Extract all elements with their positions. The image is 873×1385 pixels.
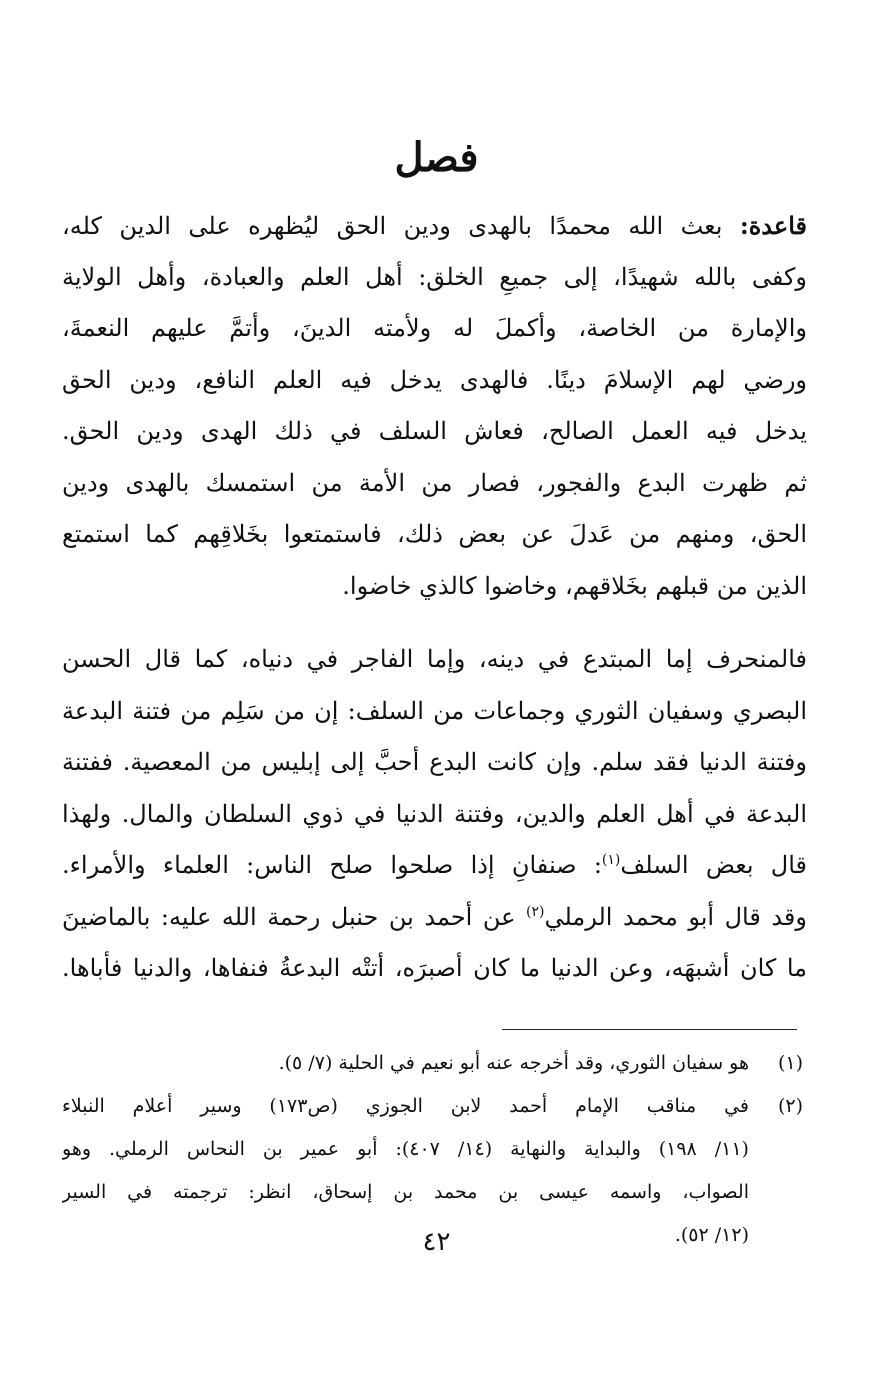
paragraph-2	[62, 634, 807, 995]
section-heading: فصل	[394, 134, 479, 181]
paragraph-line: البصري وسفيان الثوري وجماعات من السلف: إن من سَلِم من فتنة البدعة	[62, 696, 807, 725]
footnote-1	[62, 1042, 807, 1085]
paragraph-line: قاعدة: بعث الله محمدًا بالهدى ودين الحق ليُظهره على الدين كله،	[62, 211, 807, 240]
footnote-line: (١٢/ ٥٢).	[674, 1224, 749, 1246]
paragraph-line: فالمنحرف إما المبتدع في دينه، وإما الفاجر في دنياه، كما قال الحسن	[62, 645, 807, 673]
paragraph-line: البدعة في أهل العلم والدين، وفتنة الدنيا في ذوي السلطان والمال. ولهذا	[62, 799, 807, 828]
footnote-separator	[502, 1029, 797, 1030]
footnote-number: (٢)	[777, 1095, 803, 1117]
paragraph-line: والإمارة من الخاصة، وأكملَ له ولأمته الدينَ، وأتمَّ عليهم النعمةَ،	[62, 314, 807, 342]
paragraph-line: الذين من قبلهم بخَلاقهم، وخاضوا كالذي خاضوا.	[342, 571, 807, 600]
page-number: ٤٢	[422, 1227, 451, 1257]
footnote-ref-2[interactable]: (٢)	[525, 903, 545, 920]
paragraph-line: قال بعض السلف$^{(١)}$: صنفانِ إذا صلحوا صلح الناس: العلماء والأمراء.	[62, 851, 807, 879]
paragraph-line: ثم ظهرت البدع والفجور، فصار من الأمة من استمسك بالهدى ودين	[62, 468, 807, 497]
footnote-ref-1[interactable]: (١)	[601, 852, 621, 868]
paragraph-line: يدخل فيه العمل الصالح، فعاش السلف في ذلك الهدى ودين الحق.	[62, 417, 807, 445]
footnote-line: (١١/ ١٩٨) والبداية والنهاية (١٤/ ٤٠٧): أبو عمير بن النحاس الرملي. وهو	[62, 1138, 749, 1160]
paragraph-line: وقد قال أبو محمد الرملي$^{(٢)}$ عن أحمد بن حنبل رحمة الله عليه: بالماضينَ	[62, 902, 807, 931]
footnote-line: في مناقب الإمام أحمد لابن الجوزي (ص١٧٣) وسير أعلام النبلاء	[62, 1095, 749, 1117]
footnote-line: هو سفيان الثوري، وقد أخرجه عنه أبو نعيم في الحلية (٧/ ٥).	[278, 1052, 749, 1074]
footnote-number: (١)	[777, 1052, 803, 1074]
paragraph-line: الحق، ومنهم من عَدلَ عن بعض ذلك، فاستمتعوا بخَلاقِهم كما استمتع	[62, 520, 807, 548]
paragraph-1	[62, 200, 807, 612]
paragraph-line: ما كان أشبهَه، وعن الدنيا ما كان أصبرَه، أتتْه البدعةُ فنفاها، والدنيا فأباها.	[62, 954, 807, 982]
footnote-line: الصواب، واسمه عيسى بن محمد بن إسحاق، انظر: ترجمته في السير	[62, 1181, 749, 1203]
rule-keyword: قاعدة:	[739, 211, 807, 240]
paragraph-line: وكفى بالله شهيدًا، إلى جميعِ الخلق: أهل العلم والعبادة، وأهل الولاية	[62, 262, 807, 291]
paragraph-line: ورضي لهم الإسلامَ دينًا. فالهدى يدخل فيه العلم النافع، ودين الحق	[62, 365, 807, 394]
paragraph-line: وفتنة الدنيا فقد سلم. وإن كانت البدع أحبَّ إلى إبليس من المعصية. ففتنة	[62, 748, 807, 776]
